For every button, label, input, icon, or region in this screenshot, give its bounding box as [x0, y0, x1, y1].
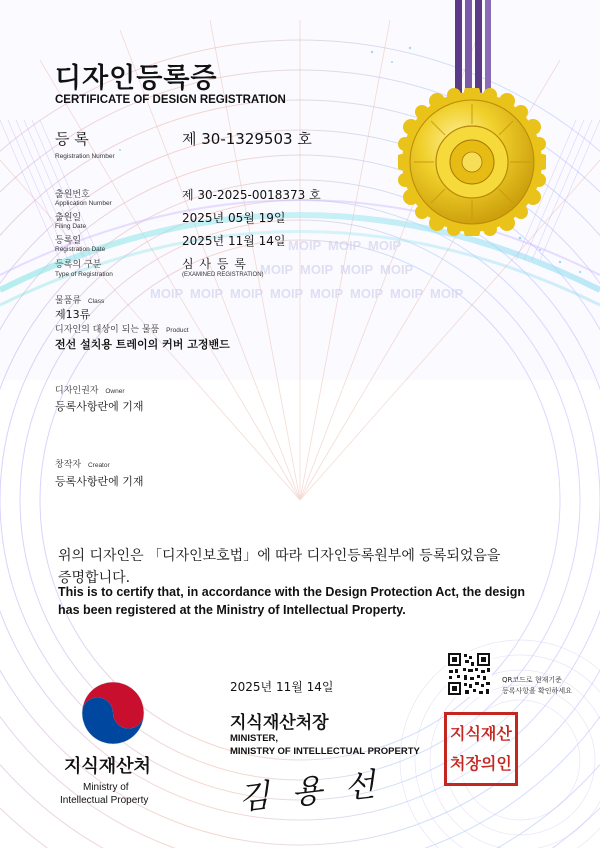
product-label: [55, 322, 189, 335]
org-name-en-line2: Intellectual Property: [60, 795, 149, 806]
creator-label-ko: 창작자: [55, 460, 82, 470]
field-label-en: Type of Registration: [55, 271, 113, 278]
class-label-en: Class: [87, 298, 105, 305]
issue-date: 2025년 11월 14일: [230, 680, 334, 694]
signature: 김 용 선: [236, 764, 383, 818]
registration-label-en: Registration Number: [55, 153, 115, 160]
watermark: MOIP: [390, 286, 424, 301]
statement-ko-line2: 증명합니다.: [58, 570, 131, 586]
registration-number: 제 30-1329503 호: [182, 130, 312, 148]
statement-en-line2: has been registered at the Ministry of Intellectual Property.: [58, 603, 406, 617]
product-value: 전선 설치용 트레이의 커버 고정밴드: [55, 338, 230, 351]
application-number: 제 30-2025-0018373 호: [182, 188, 321, 202]
page-title: 디자인등록증: [55, 63, 218, 94]
product-label-ko: 디자인의 대상이 되는 물품: [55, 325, 160, 335]
owner-label-ko: 디자인권자: [55, 386, 99, 396]
field-label: 출원번호: [55, 190, 90, 200]
watermark: MOIP: [190, 286, 224, 301]
org-name-ko: 지식재산처: [64, 756, 151, 777]
watermark: MOIP: [340, 262, 374, 277]
creator-label-en: Creator: [87, 462, 110, 469]
taeguk-logo-icon: [80, 680, 146, 746]
watermark: MOIP: [288, 238, 322, 253]
creator-label: [55, 457, 110, 470]
authority-en-line1: MINISTER,: [230, 733, 279, 744]
seal-line1: 지식재산: [450, 724, 512, 743]
registration-type: 심 사 등 록: [182, 257, 247, 271]
page-subtitle: CERTIFICATE OF DESIGN REGISTRATION: [55, 94, 286, 106]
owner-label-en: Owner: [105, 388, 125, 395]
watermark: MOIP: [368, 238, 402, 253]
watermark: MOIP: [230, 286, 264, 301]
product-label-en: Product: [166, 327, 189, 334]
owner-value: 등록사항란에 기재: [55, 400, 144, 413]
qr-note-line2: 등록사항을 확인하세요: [502, 687, 572, 695]
seal-line2: 처장의인: [450, 754, 512, 773]
watermark: MOIP: [150, 286, 184, 301]
creator-value: 등록사항란에 기재: [55, 475, 144, 488]
watermark: MOIP: [270, 286, 304, 301]
watermark: MOIP: [328, 238, 362, 253]
field-label-en: Filing Date: [55, 223, 87, 230]
statement-en-line1: This is to certify that, in accordance with the Design Protection Act, the design: [58, 585, 525, 599]
field-label: 등록의 구분: [55, 260, 102, 270]
gold-seal-icon: [398, 88, 546, 236]
registration-date: 2025년 11월 14일: [182, 234, 286, 248]
registration-label: 등 록: [55, 130, 89, 148]
owner-label: [55, 383, 125, 396]
filing-date: 2025년 05월 19일: [182, 211, 286, 225]
watermark: MOIP: [300, 262, 334, 277]
official-seal: [444, 712, 518, 786]
registration-type-en: (EXAMINED REGISTRATION): [182, 272, 264, 278]
class-label: [55, 293, 104, 306]
authority-en-line2: MINISTRY OF INTELLECTUAL PROPERTY: [230, 746, 420, 757]
authority-ko: 지식재산처장: [230, 713, 329, 733]
field-label: 출원일: [55, 213, 82, 223]
watermark: MOIP: [350, 286, 384, 301]
watermark: MOIP: [430, 286, 464, 301]
class-value: 제13류: [55, 308, 91, 321]
qr-code-icon[interactable]: [446, 651, 492, 697]
field-label-en: Application Number: [55, 200, 112, 207]
watermark: MOIP: [260, 262, 294, 277]
class-label-ko: 물품류: [55, 296, 82, 306]
org-name-en-line1: Ministry of: [83, 782, 129, 793]
statement-ko-line1: 위의 디자인은 「디자인보호법」에 따라 디자인등록원부에 등록되었음을: [58, 548, 501, 564]
field-label-en: Registration Date: [55, 246, 106, 253]
watermark: MOIP: [310, 286, 344, 301]
field-label: 등록일: [55, 236, 82, 246]
qr-note-line1: QR코드로 현재기준: [502, 676, 562, 684]
watermark: MOIP: [380, 262, 414, 277]
